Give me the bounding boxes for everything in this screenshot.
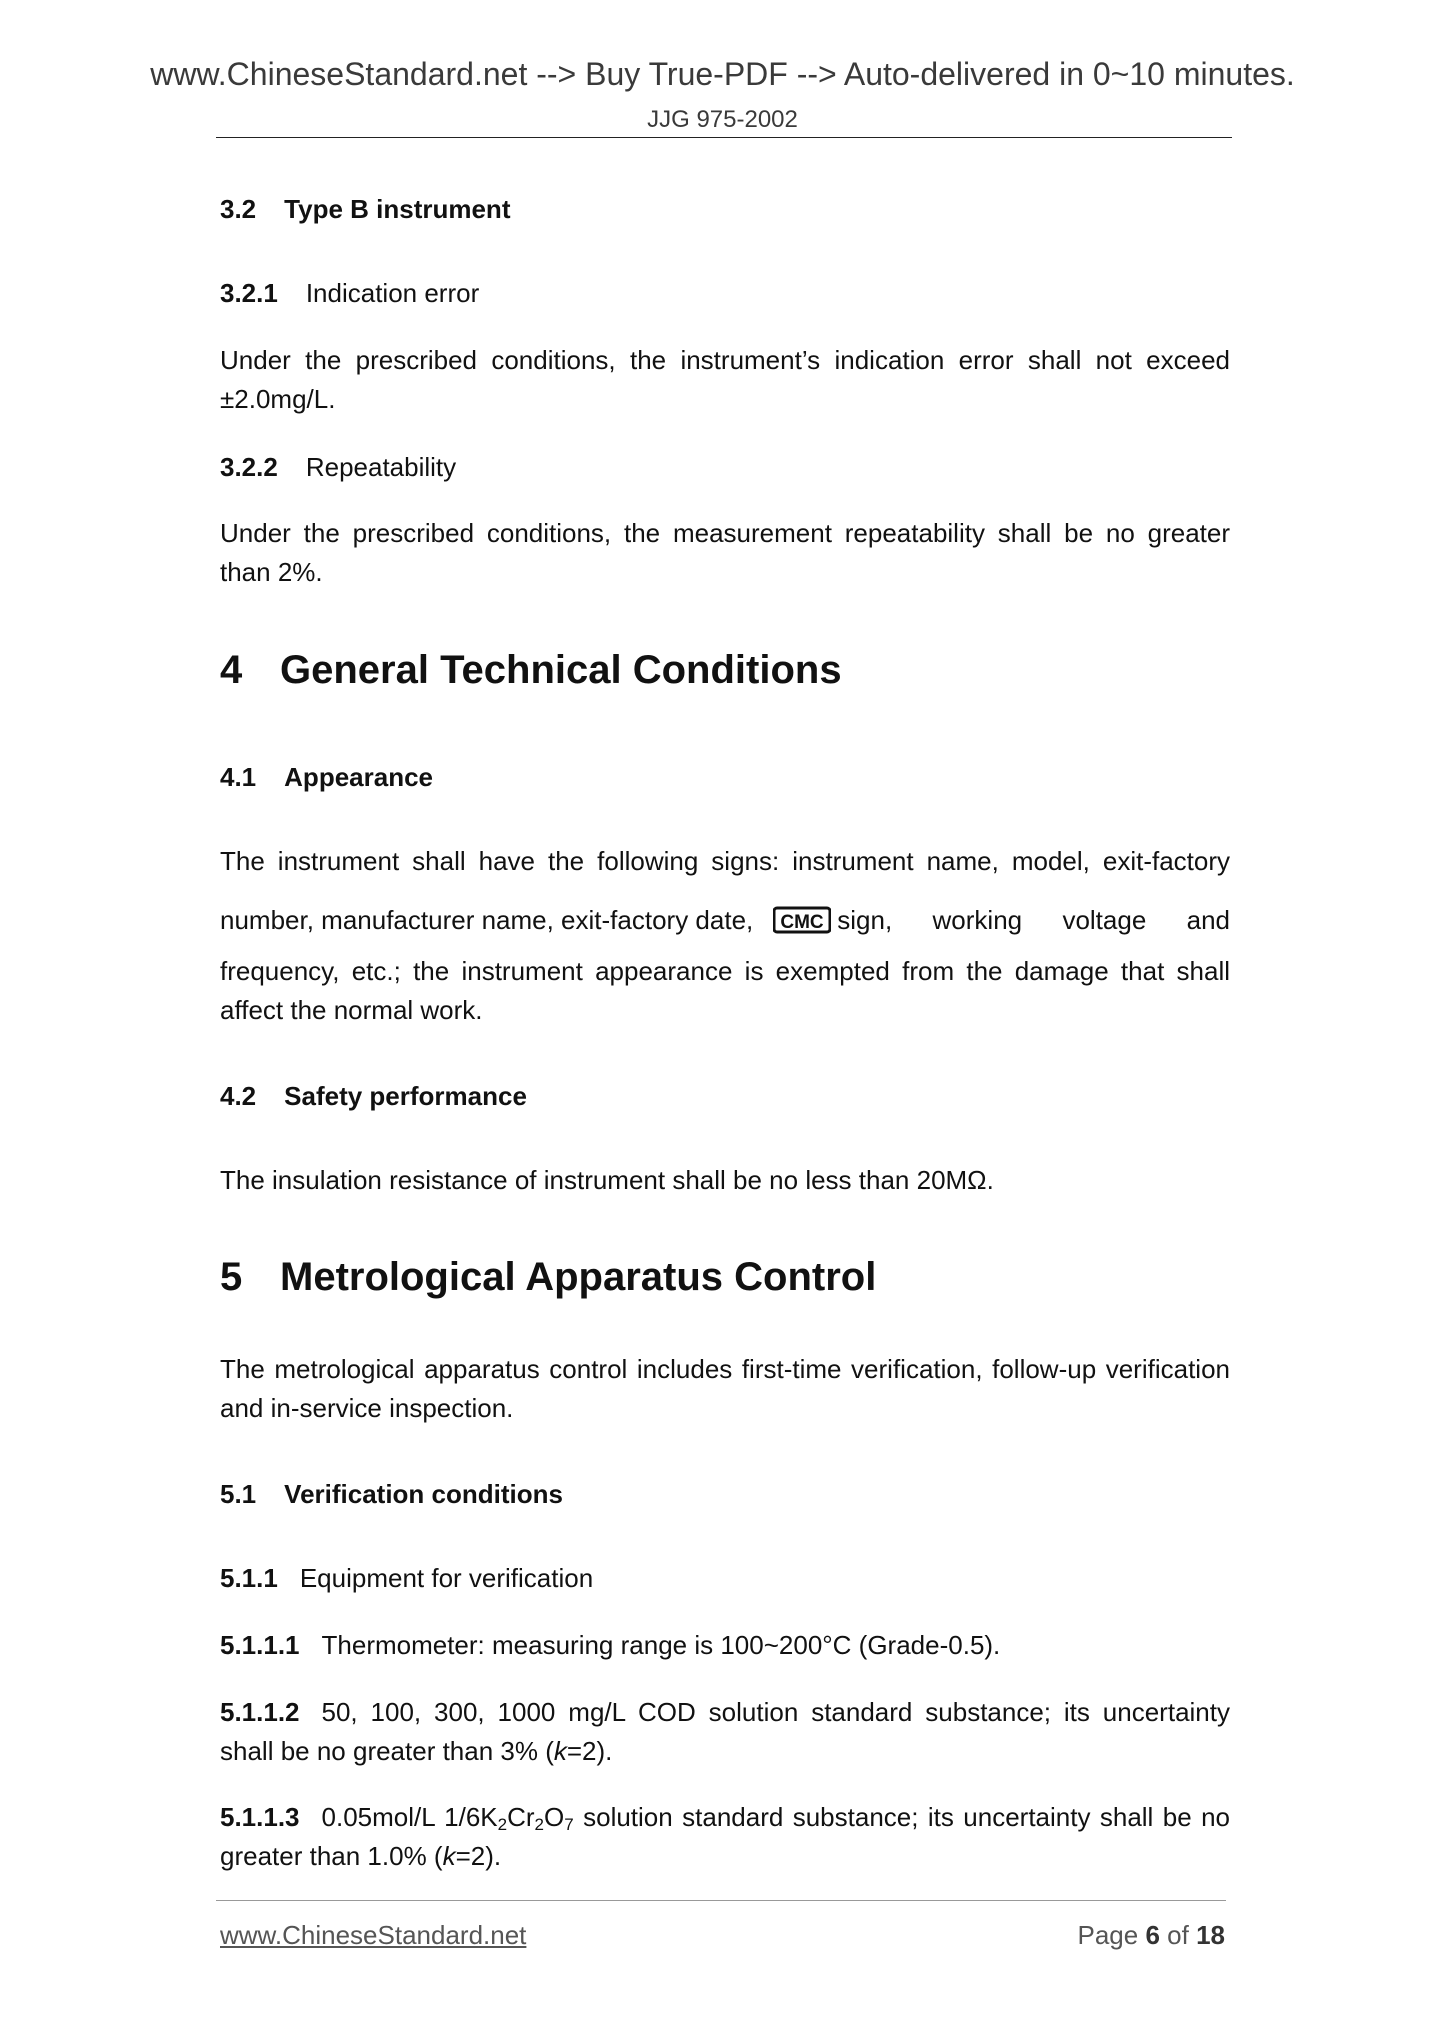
page-label: Page — [1077, 1920, 1139, 1950]
section-title: Verification conditions — [284, 1479, 563, 1509]
chapter-5-text: The metrological apparatus control includes first-time verification, follow-up verification and in-service inspection. — [220, 1354, 1230, 1423]
section-5-1-heading — [220, 1475, 1230, 1514]
section-4-1-text — [220, 842, 1230, 1030]
header-banner: www.ChineseStandard.net --> Buy True-PDF --> Auto-delivered in 0~10 minutes. — [150, 56, 1295, 92]
section-text: solution standard substance; its uncertainty shall be no greater than 1.0% ( — [220, 1802, 1230, 1871]
page-of: of — [1167, 1920, 1189, 1950]
cmc-logo — [773, 905, 831, 937]
chapter-5-heading — [220, 1255, 876, 1300]
section-number: 5.1.1.3 — [220, 1802, 300, 1832]
text-line-with-logo — [220, 901, 1230, 940]
text-fragment-b: sign, working voltage and — [837, 905, 1230, 935]
text-fragment — [837, 901, 1230, 940]
text-line: The instrument shall have the following signs: instrument name, model, exit-factory — [220, 846, 1230, 876]
section-number: 5.1 — [220, 1479, 257, 1509]
footer-rule — [216, 1900, 1226, 1901]
section-4-1-heading — [220, 758, 1230, 797]
section-3-2-2-heading — [220, 448, 1230, 487]
section-5-1-1-3 — [220, 1798, 1230, 1876]
section-number: 4.1 — [220, 762, 257, 792]
chapter-title: General Technical Conditions — [280, 648, 842, 692]
text-fragment-group — [767, 901, 1230, 940]
section-title: Safety performance — [284, 1081, 527, 1111]
section-text-end: =2). — [566, 1736, 613, 1766]
section-text: Thermometer: measuring range is 100~200°C (Grade-0.5). — [321, 1630, 1001, 1660]
section-4-2-text: The insulation resistance of instrument shall be no less than 20MΩ. — [220, 1165, 994, 1195]
text-line: frequency, etc.; the instrument appearance is exempted from the damage that shall affect the normal work. — [220, 956, 1230, 1025]
section-number: 5.1.1.1 — [220, 1630, 300, 1660]
section-text: 0.05mol/L 1/6K — [321, 1802, 498, 1832]
chapter-4-heading — [220, 648, 842, 693]
section-number: 5.1.1.2 — [220, 1697, 300, 1727]
section-3-2-heading — [220, 190, 1230, 229]
section-title: Type B instrument — [284, 194, 511, 224]
section-text: O — [544, 1802, 565, 1832]
section-title: Appearance — [284, 762, 433, 792]
header-rule — [216, 137, 1232, 138]
section-number: 3.2 — [220, 194, 257, 224]
section-3-2-1-text: Under the prescribed conditions, the instrument’s indication error shall not exceed ±2.0mg/L. — [220, 345, 1230, 414]
section-number: 3.2.2 — [220, 452, 278, 482]
text-fragment: number, manufacturer name, exit-factory date, — [220, 905, 754, 935]
section-text: Cr — [507, 1802, 535, 1832]
section-text-end: =2). — [455, 1841, 502, 1871]
variable-k: k — [553, 1736, 567, 1766]
chapter-number: 5 — [220, 1255, 243, 1299]
section-title: Equipment for verification — [299, 1563, 594, 1593]
section-3-2-1-heading — [220, 274, 1230, 313]
subscript: 7 — [564, 1815, 574, 1834]
footer-link[interactable]: www.ChineseStandard.net — [220, 1920, 527, 1950]
section-5-1-1-heading — [220, 1559, 1230, 1598]
section-3-2-2-text: Under the prescribed conditions, the measurement repeatability shall be no greater than 2%. — [220, 518, 1230, 587]
variable-k: k — [442, 1841, 456, 1871]
section-4-2-heading — [220, 1077, 1230, 1116]
standard-number: JJG 975-2002 — [647, 106, 798, 133]
section-5-1-1-2 — [220, 1693, 1230, 1771]
section-number: 4.2 — [220, 1081, 257, 1111]
section-5-1-1-1 — [220, 1626, 1230, 1665]
section-title: Repeatability — [305, 452, 457, 482]
subscript: 2 — [497, 1815, 508, 1834]
page-current: 6 — [1145, 1920, 1160, 1950]
cmc-logo-text: CMC — [780, 911, 824, 933]
chapter-title: Metrological Apparatus Control — [280, 1255, 877, 1299]
section-number: 5.1.1 — [220, 1563, 278, 1593]
chapter-number: 4 — [220, 648, 243, 692]
subscript: 2 — [534, 1815, 544, 1834]
section-number: 3.2.1 — [220, 278, 278, 308]
section-title: Indication error — [305, 278, 480, 308]
page-indicator — [1077, 1920, 1225, 1951]
section-text: 50, 100, 300, 1000 mg/L COD solution standard substance; its uncertainty shall be no greater than 3% ( — [220, 1697, 1230, 1766]
page-total: 18 — [1196, 1920, 1225, 1950]
